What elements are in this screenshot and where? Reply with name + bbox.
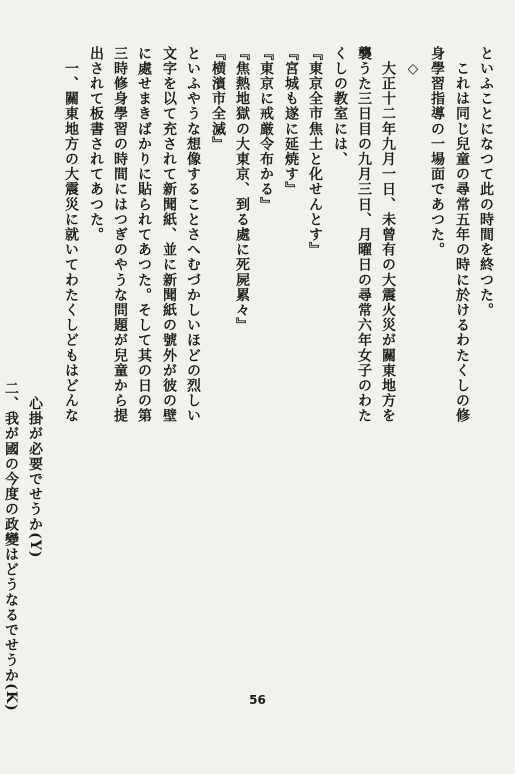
text-column: といふことになつて此の時間を終つた。	[478, 46, 494, 318]
text-column: といふやうな想像することさへむづかしいほどの烈しい	[185, 46, 201, 424]
text-column: くしの教室には、	[332, 46, 348, 167]
text-column: 『東京全市焦土と化せんとす』	[307, 46, 323, 258]
text-column: 二、我が國の今度の政變はどうなるでせうか(K)	[3, 366, 19, 712]
text-column: 文字を以て充されて新聞紙、並に新聞紙の號外が彼の壁	[161, 46, 177, 424]
text-column: ◇	[405, 46, 421, 79]
text-column: 襲うた三日目の九月三日、月曜日の尋常六年女子のわた	[356, 46, 372, 424]
text-column: 一、關東地方の大震災に就いてわたくしどもはどんな	[63, 46, 79, 424]
text-column: 出されて板書されてあつた。	[88, 46, 104, 243]
text-column: 『宮城も遂に延焼す』	[283, 46, 299, 197]
text-column: 大正十二年九月一日、未曾有の大震火災が關東地方を	[380, 46, 396, 424]
text-column: に處せまきばかりに貼られてあつた。そして其の日の第	[136, 46, 152, 424]
text-column: 『東京に戒厳令布かる』	[258, 46, 274, 213]
text-column: 身學習指導の一場面であつた。	[429, 46, 445, 258]
page-number: 56	[249, 693, 266, 707]
text-column: 『焦熱地獄の大東京、到る處に死屍累々』	[234, 46, 250, 333]
text-column: 『横濱市全滅』	[210, 46, 226, 152]
text-column: これは同じ兒童の尋常五年の時に於けるわたくしの修	[454, 46, 470, 424]
text-column: 三時修身學習の時間にはつぎのやうな問題が兒童から提	[112, 46, 128, 424]
text-column: 心掛が必要でせうか(Y)	[27, 366, 43, 559]
